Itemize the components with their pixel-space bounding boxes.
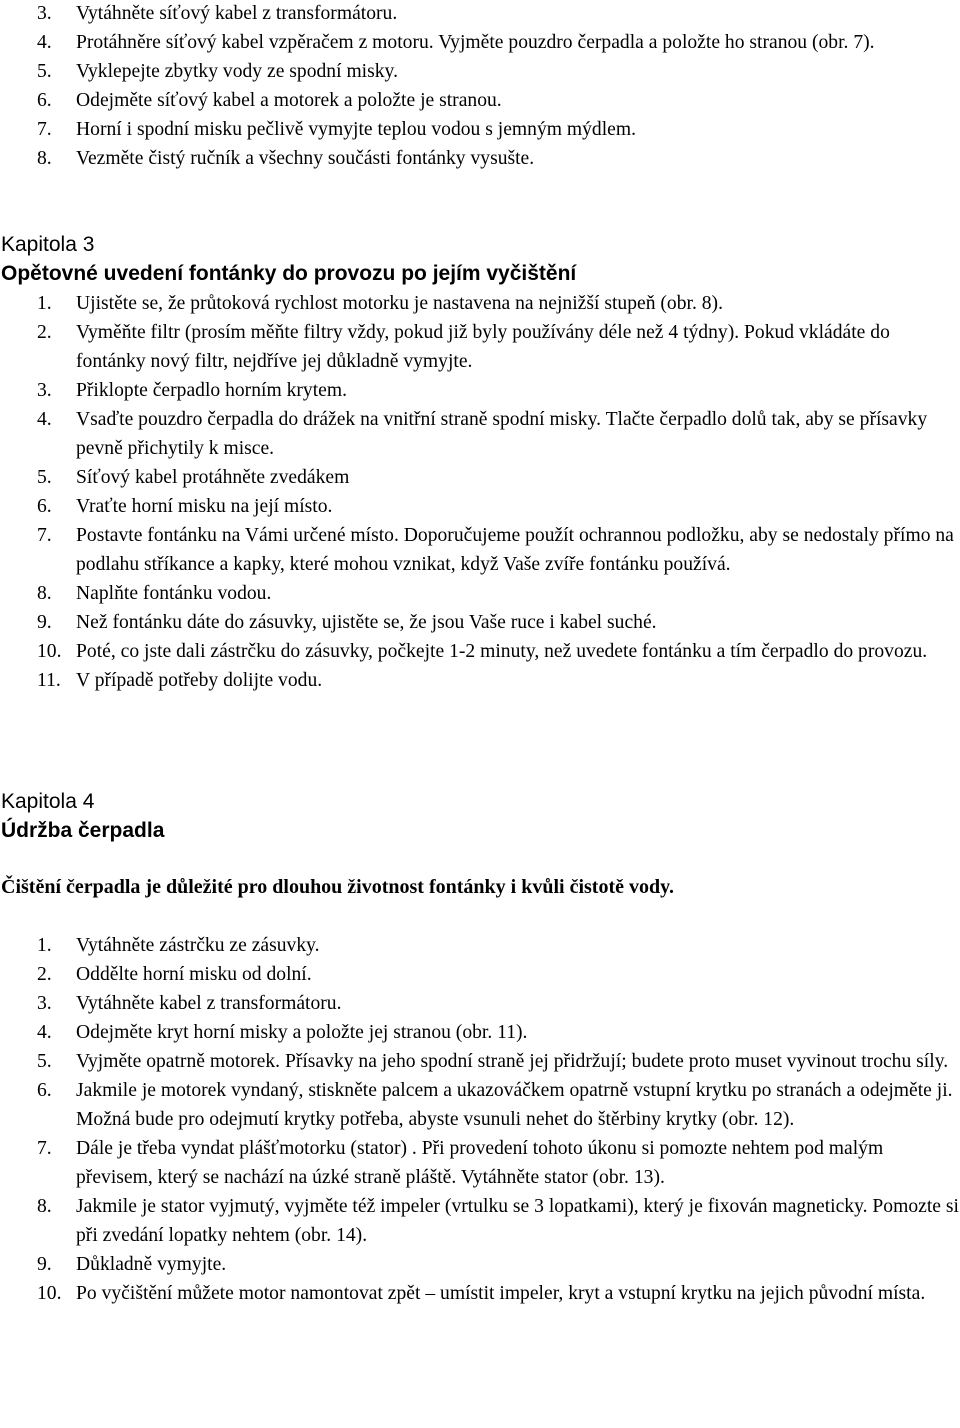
list-item-text: Vytáhněte síťový kabel z transformátoru.	[76, 3, 398, 24]
list-item-text: Oddělte horní misku od dolní.	[76, 964, 312, 985]
list-item	[0, 492, 960, 521]
list-item-text: Odejměte kryt horní misky a položte jej stranou (obr. 11).	[76, 1022, 528, 1043]
list-item-number: 5.	[37, 61, 52, 82]
list-item	[0, 637, 960, 666]
list-item-text: Vyklepejte zbytky vody ze spodní misky.	[76, 61, 398, 82]
list-item-number: 7.	[37, 525, 52, 546]
list-item-number: 8.	[37, 148, 52, 169]
list-item	[0, 1250, 960, 1279]
list-item-number: 8.	[37, 1196, 52, 1217]
list-item-number: 3.	[37, 3, 52, 24]
chapter-3-label: Kapitola 3	[1, 233, 95, 256]
list-item-number: 7.	[37, 119, 52, 140]
list-item	[0, 1076, 960, 1134]
list-item-number: 11.	[37, 670, 61, 691]
list-item-number: 6.	[37, 90, 52, 111]
list-item	[0, 1134, 960, 1192]
list-item-number: 9.	[37, 1254, 52, 1275]
chapter-4-title: Údržba čerpadla	[1, 819, 165, 842]
list-item	[0, 1018, 960, 1047]
list-item	[0, 1192, 960, 1250]
list-item	[0, 57, 960, 86]
list-item-number: 1.	[37, 293, 52, 314]
list-item	[0, 579, 960, 608]
list-item-text: Jakmile je stator vyjmutý, vyjměte též impeler (vrtulku se 3 lopatkami), který je fixován magneticky. Pomozte si při zvedání lopatky nehtem (obr. 14).	[76, 1196, 959, 1246]
list-item-text: Síťový kabel protáhněte zvedákem	[76, 467, 350, 488]
list-item-number: 7.	[37, 1138, 52, 1159]
list-item-text: Naplňte fontánku vodou.	[76, 583, 272, 604]
list-item-number: 4.	[37, 409, 52, 430]
list-item-text: Odejměte síťový kabel a motorek a položte je stranou.	[76, 90, 502, 111]
list-item	[0, 28, 960, 57]
list-item-text: Dále je třeba vyndat plášťmotorku (stator) . Při provedení tohoto úkonu si pomozte nehtem pod malým převisem, který se nachází na úzké straně pláště. Vytáhněte stator (obr. 13).	[76, 1138, 884, 1188]
list-item-text: Poté, co jste dali zástrčku do zásuvky, počkejte 1-2 minuty, než uvedete fontánku a tím čerpadlo do provozu.	[76, 641, 928, 662]
list-item-text: Vsaďte pouzdro čerpadla do drážek na vnitřní straně spodní misky. Tlačte čerpadlo dolů tak, aby se přísavky pevně přichytily k misce.	[76, 409, 928, 459]
list-item	[0, 608, 960, 637]
list-item	[0, 318, 960, 376]
list-item	[0, 1279, 960, 1308]
list-item-number: 6.	[37, 1080, 52, 1101]
list-item-text: Po vyčištění můžete motor namontovat zpět – umístit impeler, kryt a vstupní krytku na jejich původní místa.	[76, 1283, 926, 1304]
list-item-text: Jakmile je motorek vyndaný, stiskněte palcem a ukazováčkem opatrně vstupní krytku po stranách a odejměte ji. Možná bude pro odejmutí krytky potřeba, abyste vsunuli nehet do štěrbiny krytky (obr. 12).	[76, 1080, 953, 1130]
list-item-text: Vraťte horní misku na její místo.	[76, 496, 333, 517]
cleaning-steps-list	[0, 0, 960, 173]
list-item-number: 6.	[37, 496, 52, 517]
list-item-number: 5.	[37, 467, 52, 488]
list-item-text: Protáhněre síťový kabel vzpěračem z motoru. Vyjměte pouzdro čerpadla a položte ho stranou (obr. 7).	[76, 32, 875, 53]
list-item-text: Postavte fontánku na Vámi určené místo. Doporučujeme použít ochrannou podložku, aby se nedostaly přímo na podlahu stříkance a kapky, které mohou vznikat, když Vaše zvíře fontánku používá.	[76, 525, 954, 575]
list-item-number: 2.	[37, 964, 52, 985]
list-item	[0, 405, 960, 463]
list-item-text: Horní i spodní misku pečlivě vymyjte teplou vodou s jemným mýdlem.	[76, 119, 637, 140]
list-item	[0, 463, 960, 492]
list-item-number: 3.	[37, 380, 52, 401]
list-item-text: V případě potřeby dolijte vodu.	[76, 670, 323, 691]
list-item-number: 2.	[37, 322, 52, 343]
list-item	[0, 521, 960, 579]
list-item-number: 8.	[37, 583, 52, 604]
chapter-4-label: Kapitola 4	[1, 790, 95, 813]
chapter-3-title: Opětovné uvedení fontánky do provozu po jejím vyčištění	[1, 262, 577, 285]
list-item	[0, 144, 960, 173]
list-item-text: Vyměňte filtr (prosím měňte filtry vždy, pokud již byly používány déle než 4 týdny). Pokud vkládáte do fontánky nový filtr, nejdříve jej důkladně vymyjte.	[76, 322, 890, 372]
list-item-number: 4.	[37, 1022, 52, 1043]
list-item	[0, 115, 960, 144]
list-item-text: Vezměte čistý ručník a všechny součásti fontánky vysušte.	[76, 148, 535, 169]
list-item-number: 4.	[37, 32, 52, 53]
list-item-text: Vytáhněte zástrčku ze zásuvky.	[76, 935, 320, 956]
list-item	[0, 1047, 960, 1076]
list-item-number: 10.	[37, 641, 62, 662]
list-item-number: 5.	[37, 1051, 52, 1072]
list-item	[0, 376, 960, 405]
list-item-number: 10.	[37, 1283, 62, 1304]
list-item-text: Vyjměte opatrně motorek. Přísavky na jeho spodní straně jej přidržují; budete proto muset vyvinout trochu síly.	[76, 1051, 949, 1072]
list-item	[0, 0, 960, 28]
list-item	[0, 989, 960, 1018]
list-item-number: 1.	[37, 935, 52, 956]
list-item-text: Vytáhněte kabel z transformátoru.	[76, 993, 342, 1014]
list-item	[0, 666, 960, 695]
chapter-3-steps-list	[0, 289, 960, 695]
list-item-text: Než fontánku dáte do zásuvky, ujistěte se, že jsou Vaše ruce i kabel suché.	[76, 612, 657, 633]
chapter-4-steps-list	[0, 931, 960, 1308]
list-item-text: Důkladně vymyjte.	[76, 1254, 227, 1275]
list-item	[0, 86, 960, 115]
list-item	[0, 289, 960, 318]
chapter-4-lead: Čištění čerpadla je důležité pro dlouhou životnost fontánky i kvůli čistotě vody.	[1, 876, 675, 898]
list-item-text: Přiklopte čerpadlo horním krytem.	[76, 380, 347, 401]
list-item	[0, 931, 960, 960]
list-item-number: 3.	[37, 993, 52, 1014]
list-item-text: Ujistěte se, že průtoková rychlost motorku je nastavena na nejnižší stupeň (obr. 8).	[76, 293, 723, 314]
list-item-number: 9.	[37, 612, 52, 633]
list-item	[0, 960, 960, 989]
